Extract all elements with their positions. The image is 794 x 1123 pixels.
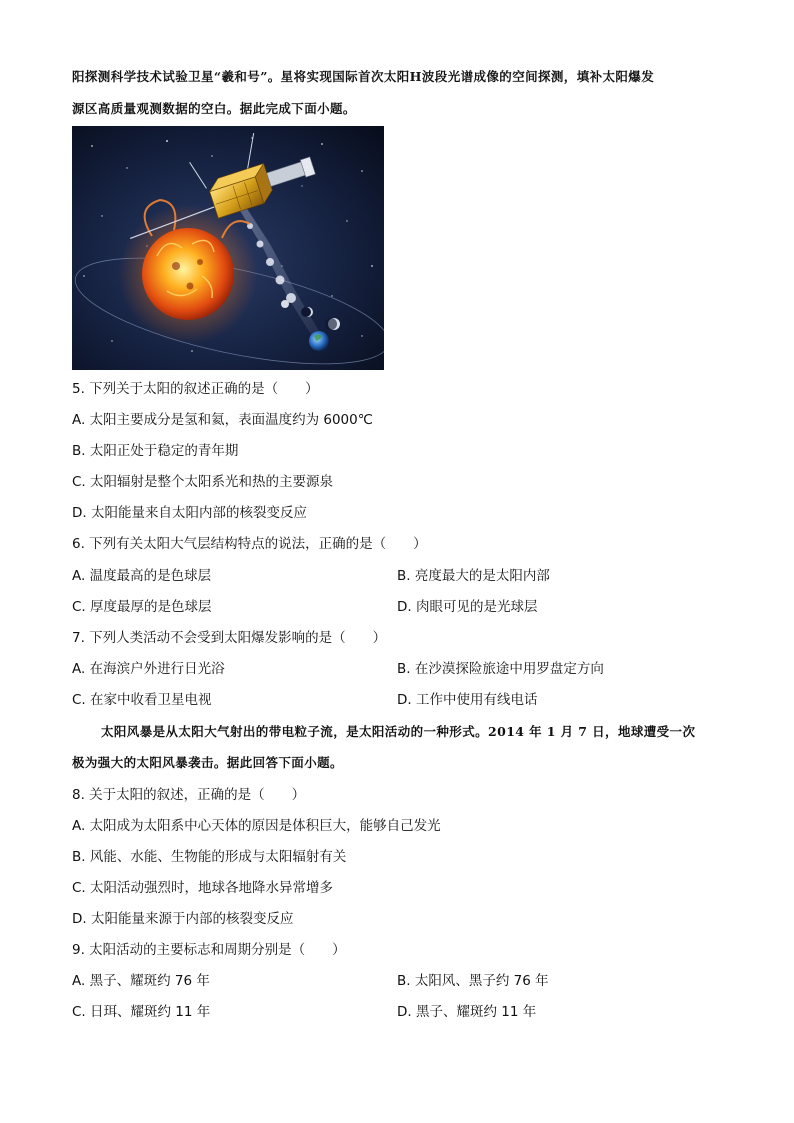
passage-1-line-1: 阳探测科学技术试验卫星“羲和号”。星将实现国际首次太阳H波段光谱成像的空间探测，填补太阳爆发: [72, 69, 655, 84]
question-6-stem: 6. 下列有关太阳大气层结构特点的说法，正确的是（ ）: [72, 536, 427, 552]
question-5-option-a[interactable]: A. 太阳主要成分是氢和氦，表面温度约为 6000℃: [72, 412, 373, 428]
satellite-sun-illustration: [72, 126, 384, 370]
question-6-option-d[interactable]: D. 肉眼可见的是光球层: [397, 599, 538, 615]
question-7-option-a[interactable]: A. 在海滨户外进行日光浴: [72, 661, 225, 677]
question-9-option-a[interactable]: A. 黑子、耀斑约 76 年: [72, 973, 210, 989]
question-5-stem: 5. 下列关于太阳的叙述正确的是（ ）: [72, 381, 319, 397]
passage-1-line-2: 源区高质量观测数据的空白。据此完成下面小题。: [72, 101, 356, 116]
question-8-stem: 8. 关于太阳的叙述，正确的是（ ）: [72, 787, 306, 803]
question-8-option-b[interactable]: B. 风能、水能、生物能的形成与太阳辐射有关: [72, 849, 347, 865]
question-8-option-c[interactable]: C. 太阳活动强烈时，地球各地降水异常增多: [72, 880, 334, 896]
question-9-stem: 9. 太阳活动的主要标志和周期分别是（ ）: [72, 942, 346, 958]
question-7-option-c[interactable]: C. 在家中收看卫星电视: [72, 692, 212, 708]
question-9-option-c[interactable]: C. 日珥、耀斑约 11 年: [72, 1004, 211, 1020]
question-5-option-d[interactable]: D. 太阳能量来自太阳内部的核裂变反应: [72, 505, 307, 521]
question-7-stem: 7. 下列人类活动不会受到太阳爆发影响的是（ ）: [72, 630, 387, 646]
question-6-option-b[interactable]: B. 亮度最大的是太阳内部: [397, 568, 550, 584]
question-5-option-c[interactable]: C. 太阳辐射是整个太阳系光和热的主要源泉: [72, 474, 334, 490]
question-9-option-b[interactable]: B. 太阳风、黑子约 76 年: [397, 973, 549, 989]
passage-2-line-2: 极为强大的太阳风暴袭击。据此回答下面小题。: [72, 755, 343, 770]
question-8-option-d[interactable]: D. 太阳能量来源于内部的核裂变反应: [72, 911, 294, 927]
passage-2-line-1: 太阳风暴是从太阳大气射出的带电粒子流，是太阳活动的一种形式。2014 年 1 月 7 日，地球遭受一次: [101, 724, 696, 739]
question-7-option-b[interactable]: B. 在沙漠探险旅途中用罗盘定方向: [397, 661, 604, 677]
question-5-option-b[interactable]: B. 太阳正处于稳定的青年期: [72, 443, 239, 459]
question-6-option-a[interactable]: A. 温度最高的是色球层: [72, 568, 212, 584]
question-7-option-d[interactable]: D. 工作中使用有线电话: [397, 692, 538, 708]
question-6-option-c[interactable]: C. 厚度最厚的是色球层: [72, 599, 212, 615]
question-9-option-d[interactable]: D. 黑子、耀斑约 11 年: [397, 1004, 537, 1020]
question-8-option-a[interactable]: A. 太阳成为太阳系中心天体的原因是体积巨大，能够自己发光: [72, 818, 441, 834]
